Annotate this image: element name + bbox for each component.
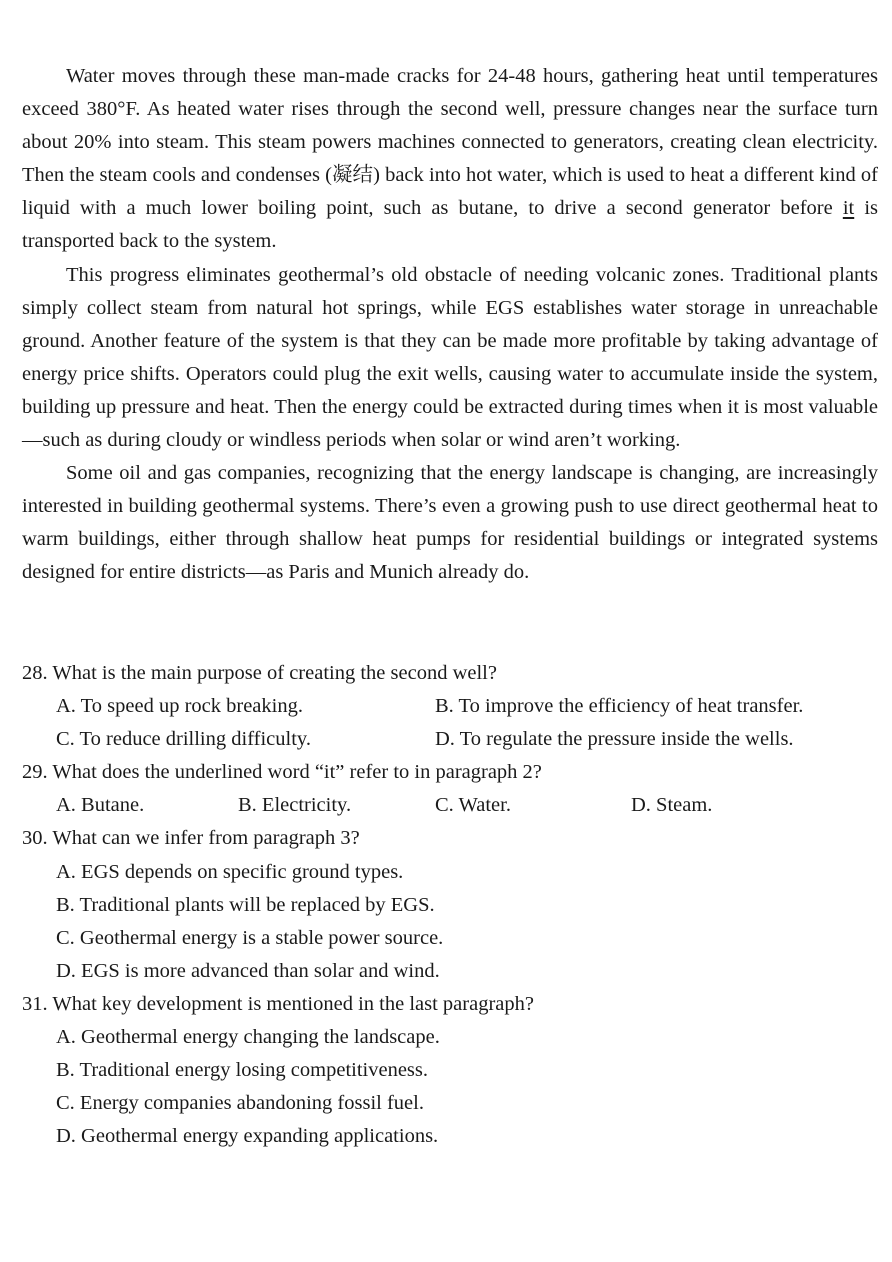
question-29 (22, 756, 878, 822)
question-28-option-d[interactable]: D. To regulate the pressure inside the wells. (435, 728, 794, 751)
question-29-option-c[interactable]: C. Water. (435, 794, 511, 817)
question-list (22, 657, 878, 1153)
underlined-word-it: it (842, 197, 855, 220)
paragraph-3: Some oil and gas companies, recognizing that the energy landscape is changing, are increasingly interested in building geothermal systems. There’s even a growing push to use direct geothermal heat to warm buildings, either through shallow heat pumps for residential buildings or integrated systems designed for entire districts—as Paris and Munich already do. (22, 462, 878, 584)
paragraph-1-text-a: Water moves through these man-made cracks for 24-48 hours, gathering heat until temperatures exceed 380°F. As heated water rises through the second well, pressure changes near the surface turn about 20% into steam. This steam powers machines connected to generators, creating clean electricity. Then the steam cools and condenses (凝结) back into hot water, which is used to heat a different kind of liquid with a much lower boiling point, such as butane, to drive a second generator before (22, 65, 878, 220)
paragraph-1-text-b: is transported back to the system. (22, 197, 878, 253)
question-30-option-a[interactable]: A. EGS depends on specific ground types. (56, 860, 404, 883)
question-28-options-row-2 (22, 723, 878, 756)
question-31-option-b[interactable]: B. Traditional energy losing competitiveness. (56, 1059, 429, 1082)
paragraph-1 (22, 60, 878, 259)
question-29-option-b[interactable]: B. Electricity. (238, 794, 352, 817)
question-28-stem: 28. What is the main purpose of creating the second well? (22, 662, 497, 684)
question-28-option-b[interactable]: B. To improve the efficiency of heat transfer. (435, 695, 804, 718)
question-30 (22, 822, 878, 987)
question-30-option-b[interactable]: B. Traditional plants will be replaced by EGS. (56, 893, 435, 916)
question-29-stem: 29. What does the underlined word “it” refer to in paragraph 2? (22, 761, 542, 784)
question-30-option-c[interactable]: C. Geothermal energy is a stable power source. (56, 926, 444, 949)
paragraph-2: This progress eliminates geothermal’s old obstacle of needing volcanic zones. Traditional plants simply collect steam from natural hot springs, while EGS establishes water storage in unreachable ground. Another feature of the system is that they can be made more profitable by taking advantage of energy price shifts. Operators could plug the exit wells, causing water to accumulate inside the system, building up pressure and heat. Then the energy could be extracted during times when it is most valuable—such as during cloudy or windless periods when solar or wind aren’t working. (22, 263, 878, 452)
question-31-option-a[interactable]: A. Geothermal energy changing the landscape. (56, 1026, 440, 1049)
question-28-option-c[interactable]: C. To reduce drilling difficulty. (56, 728, 311, 751)
question-31 (22, 988, 878, 1153)
question-29-option-a[interactable]: A. Butane. (56, 794, 145, 817)
question-30-option-d[interactable]: D. EGS is more advanced than solar and wind. (56, 959, 440, 982)
reading-passage (22, 60, 878, 590)
question-31-stem: 31. What key development is mentioned in the last paragraph? (22, 992, 534, 1015)
question-29-option-d[interactable]: D. Steam. (631, 794, 713, 817)
question-31-option-c[interactable]: C. Energy companies abandoning fossil fuel. (56, 1092, 424, 1115)
question-28 (22, 657, 878, 756)
question-29-options-row (22, 789, 878, 822)
question-28-option-a[interactable]: A. To speed up rock breaking. (56, 695, 303, 718)
question-28-options-row-1 (22, 690, 878, 723)
question-30-stem: 30. What can we infer from paragraph 3? (22, 827, 360, 850)
question-31-option-d[interactable]: D. Geothermal energy expanding applications. (56, 1125, 439, 1148)
